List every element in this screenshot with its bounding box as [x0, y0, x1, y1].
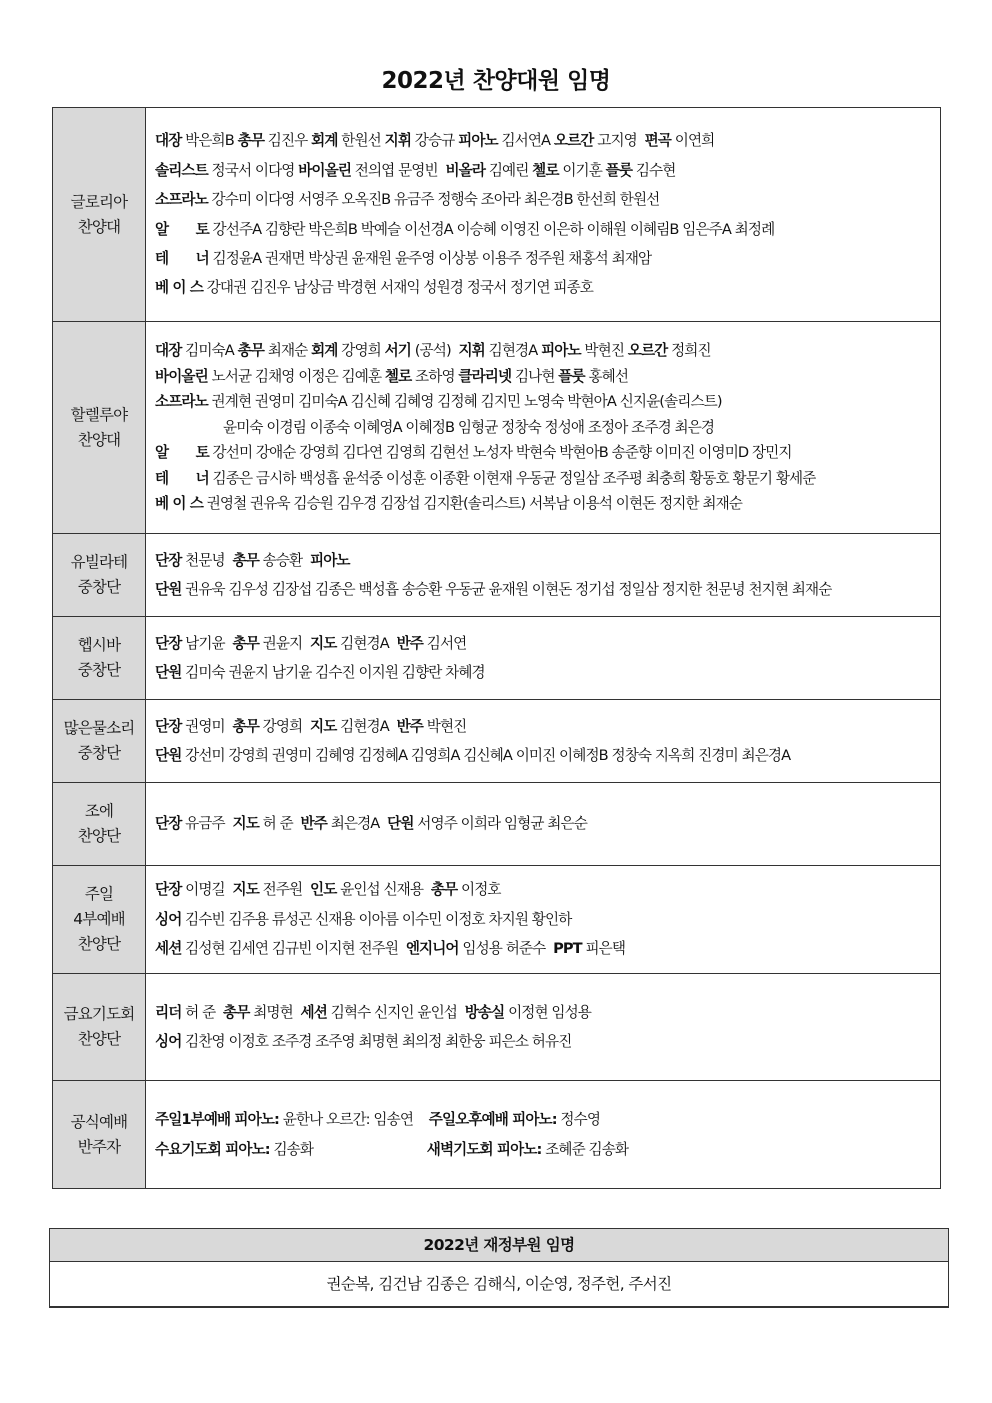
finance-title: 2022년 재정부원 임명 [50, 1229, 948, 1262]
line: 싱어 김수빈 김주용 류성곤 신재용 이아름 이수민 이정호 차지원 황인하 [155, 910, 572, 928]
section-body [146, 700, 941, 783]
section-gloria [53, 108, 941, 322]
line: 단장 권영미 총무 강영희 지도 김현경A 반주 박현진 [155, 717, 467, 735]
section-hepziba [53, 617, 941, 700]
section-body [146, 108, 941, 322]
section-header: 헵시바 중창단 [53, 617, 146, 700]
line: 주일1부예배 피아노: 윤한나 오르간: 임송연 주일오후예배 피아노: 정수영 [155, 1111, 601, 1129]
line: 베 이 스 강대권 김진우 남상금 박경현 서재익 성원경 정국서 정기연 피종호 [155, 279, 593, 297]
line: 베 이 스 권영철 권유욱 김승원 김우경 김장섭 김지환(솔리스트) 서복남 이용석 이현돈 정지한 최재순 [155, 495, 743, 513]
line: 싱어 김찬영 이정호 조주경 조주영 최명현 최의정 최한웅 피은소 허유진 [155, 1033, 572, 1050]
section-body [146, 617, 941, 700]
line: 대장 김미숙A 총무 최재순 회계 강영희 서기 (공석) 지휘 김현경A 피아노 박현진 오르간 정희진 [155, 341, 711, 359]
section-header: 금요기도회 찬양단 [53, 974, 146, 1081]
section-many-waters [53, 700, 941, 783]
line: 알 토 강선주A 김향란 박은희B 박예슬 이선경A 이승혜 이영진 이은하 이해원 이혜림B 임은주A 최정례 [155, 220, 775, 238]
line: 단장 남기윤 총무 권윤지 지도 김현경A 반주 김서연 [155, 634, 467, 652]
line: 단원 강선미 강영희 권영미 김혜영 김정혜A 김영희A 김신혜A 이미진 이혜정B 정창숙 지옥희 진경미 최은경A [155, 747, 791, 764]
line: 소프라노 권계현 권영미 김미숙A 김신혜 김혜영 김정혜 김지민 노영숙 박현아A 신지윤(솔리스트) [155, 393, 722, 411]
line: 단원 김미숙 권윤지 남기윤 김수진 이지원 김향란 차혜경 [155, 664, 485, 681]
section-joye [53, 783, 941, 866]
line: 솔리스트 정국서 이다영 바이올린 전의엽 문영빈 비올라 김예린 첼로 이기훈 플룻 김수현 [155, 161, 676, 179]
section-worship-4 [53, 866, 941, 974]
section-body [146, 866, 941, 974]
line: 리더 허 준 총무 최명현 세션 김혁수 신지인 윤인섭 방송실 이정현 임성용 [155, 1003, 591, 1021]
line: 단장 천문녕 총무 송승환 피아노 [155, 551, 350, 569]
line: 테 너 김정윤A 권재면 박상권 윤재원 윤주영 이상봉 이용주 정주원 채홍석 최재암 [155, 249, 652, 267]
section-friday [53, 974, 941, 1081]
section-body [146, 783, 941, 866]
section-header: 유빌라테 중창단 [53, 534, 146, 617]
line: 소프라노 강수미 이다영 서영주 오옥진B 유금주 정행숙 조아라 최은경B 한선희 한원선 [155, 191, 660, 209]
line: 단장 이명길 지도 전주원 인도 윤인섭 신재용 총무 이정호 [155, 881, 501, 899]
line: 테 너 김종은 금시하 백성흡 윤석중 이성훈 이종환 이현재 우동균 정일삼 조주평 최충희 황동호 황문기 황세준 [155, 469, 816, 487]
section-body [146, 534, 941, 617]
line: 수요기도회 피아노: 김송화 새벽기도회 피아노: 조혜준 김송화 [155, 1140, 629, 1158]
line: 바이올린 노서균 김채영 이정은 김예훈 첼로 조하영 클라리넷 김나현 플룻 홍혜선 [155, 367, 629, 385]
line: 단장 유금주 지도 허 준 반주 최은경A 단원 서영주 이희라 임형균 최은순 [155, 815, 587, 833]
page-title: 2022년 찬양대원 임명 [381, 68, 611, 94]
line: 알 토 강선미 강애순 강영희 김다연 김영희 김현선 노성자 박현숙 박현아B 송준향 이미진 이영미D 장민지 [155, 444, 792, 462]
line: 윤미숙 이경림 이종숙 이혜영A 이혜정B 임형균 정창숙 정성애 조정아 조주경 최은경 [223, 418, 715, 436]
section-jubilate [53, 534, 941, 617]
section-body [146, 1081, 941, 1189]
line: 세션 김성현 김세연 김규빈 이지현 전주원 엔지니어 임성용 허준수 PPT 피은택 [155, 940, 626, 958]
section-header: 공식예배 반주자 [53, 1081, 146, 1189]
section-body [146, 322, 941, 534]
line: 단원 권유욱 김우성 김장섭 김종은 백성흡 송승환 우동균 윤재원 이현돈 정기섭 정일삼 정지한 천문녕 천지현 최재순 [155, 581, 832, 598]
section-body [146, 974, 941, 1081]
section-header: 많은물소리 중창단 [53, 700, 146, 783]
section-header: 주일 4부예배 찬양단 [53, 866, 146, 974]
section-header: 할렐루야 찬양대 [53, 322, 146, 534]
choir-appointment-table [52, 107, 941, 1189]
section-header: 조에 찬양단 [53, 783, 146, 866]
line: 대장 박은희B 총무 김진우 회계 한원선 지휘 강승규 피아노 김서연A 오르간 고지영 편곡 이연희 [155, 132, 715, 150]
section-hallelujah [53, 322, 941, 534]
finance-box [49, 1228, 949, 1308]
finance-members: 권순복, 김건남 김종은 김해식, 이순영, 정주헌, 주서진 [326, 1275, 672, 1293]
section-official-accompanists [53, 1081, 941, 1189]
section-header: 글로리아 찬양대 [53, 108, 146, 322]
